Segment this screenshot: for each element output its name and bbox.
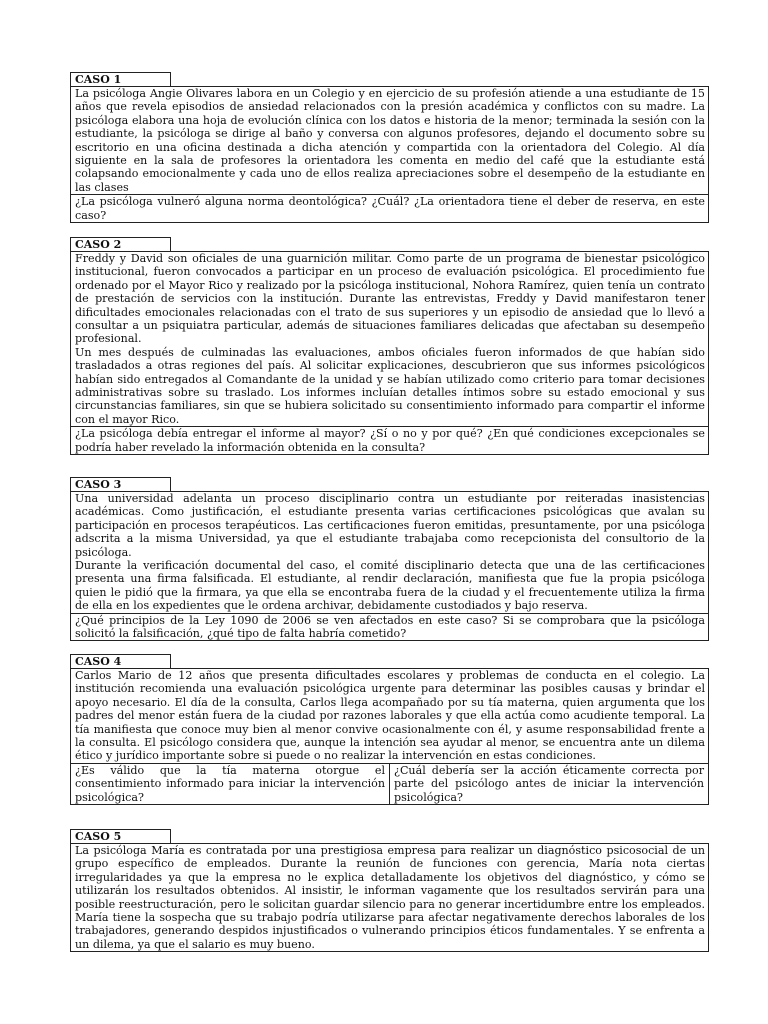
- case-2-box: [70, 251, 709, 455]
- case-3-body: Una universidad adelanta un proceso disciplinario contra un estudiante por reiteradas inasistencias académicas. Como justificación, el estudiante presenta varias certificaciones psicológicas que avalan su participación en procesos terapéuticos. Las certificaciones fueron emitidas, presuntamente, por una psicóloga adscrita a la misma Universidad, ya que el estudiante trabajaba como recepcionista del consultorio de la psicóloga. Durante la verificación documental del caso, el comité disciplinario detecta que una de las certificaciones presenta una firma falsificada. El estudiante, al rendir declaración, manifiesta que fue la propia psicóloga quien le pidió que la firmara, ya que ella se encontraba fuera de la ciudad y el frecuentemente utiliza la firma de ella en los expedientes que le ordena archivar, debidamente custodiados y bajo reserva.: [75, 492, 705, 613]
- case-4-question-left: ¿Es válido que la tía materna otorgue el consentimiento informado para iniciar la intervención psicológica?: [75, 763, 385, 804]
- case-1-box: [70, 86, 709, 223]
- case-5-box: [70, 843, 709, 952]
- case-3: [70, 477, 709, 641]
- case-4-box: [70, 668, 709, 805]
- case-2-question: ¿La psicóloga debía entregar el informe al mayor? ¿Sí o no y por qué? ¿En qué condiciones excepcionales se podría haber revelado la información obtenida en la consulta?: [71, 426, 708, 454]
- case-5-body: La psicóloga María es contratada por una prestigiosa empresa para realizar un diagnóstico psicosocial de un grupo específico de empleados. Durante la reunión de funciones con gerencia, María nota ciertas irregularidades ya que la empresa no le explica detalladamente los objetivos del diagnóstico, y cómo se utilizarán los resultados obtenidos. Al insistir, le informan vagamente que los resultados servirán para una posible reestructuración, pero le solicitan guardar silencio para no generar incertidumbre entre los empleados. María tiene la sospecha que su trabajo podría utilizarse para afectar negativamente derechos laborales de los trabajadores, generando despidos injustificados o vulnerando principios éticos fundamentales. Y se enfrenta a un dilema, ya que el salario es muy bueno.: [75, 844, 705, 951]
- case-1: [70, 72, 709, 223]
- case-2-body: Freddy y David son oficiales de una guarnición militar. Como parte de un programa de bienestar psicológico institucional, fueron convocados a participar en un proceso de evaluación psicológica. El procedimiento fue ordenado por el Mayor Rico y realizado por la psicóloga institucional, Nohora Ramírez, quien tenía un contrato de prestación de servicios con la institución. Durante las entrevistas, Freddy y David manifestaron tener dificultades emocionales relacionadas con el trato de sus superiores y un episodio de ansiedad que lo llevó a consultar a un psiquiatra particular, además de situaciones familiares delicadas que afectaban su desempeño profesional. Un mes después de culminadas las evaluaciones, ambos oficiales fueron informados de que habían sido trasladados a otras regiones del país. Al solicitar explicaciones, descubrieron que sus informes psicológicos habían sido entregados al Comandante de la unidad y se habían utilizado como criterio para tomar decisiones administrativas sobre su traslado. Los informes incluían detalles íntimos sobre su estado emocional y sus circunstancias familiares, sin que se hubiera solicitado su consentimiento informado para compartir el informe con el mayor Rico.: [75, 252, 705, 426]
- case-5: [70, 829, 709, 952]
- case-4-label: CASO 4: [70, 654, 171, 668]
- case-1-body: La psicóloga Angie Olivares labora en un Colegio y en ejercicio de su profesión atiende a una estudiante de 15 años que revela episodios de ansiedad relacionados con la presión académica y conflictos con su madre. La psicóloga elabora una hoja de evolución clínica con los datos e historia de la menor; terminada la sesión con la estudiante, la psicóloga se dirige al baño y conversa con algunos profesores, dejando el documento sobre su escritorio en una oficina destinada a dicha atención y compartida con la orientadora del Colegio. Al día siguiente en la sala de profesores la orientadora les comenta en medio del café que la estudiante está colapsando emocionalmente y cada uno de ellos realiza apreciaciones sobre el desempeño de la estudiante en las clases: [75, 87, 705, 194]
- case-5-label: CASO 5: [70, 829, 171, 843]
- case-2: [70, 237, 709, 455]
- case-3-question: ¿Qué principios de la Ley 1090 de 2006 se ven afectados en este caso? Si se comprobara que la psicóloga solicitó la falsificación, ¿qué tipo de falta habría cometido?: [71, 613, 708, 641]
- case-3-label: CASO 3: [70, 477, 171, 491]
- case-4-questions: [71, 763, 708, 804]
- case-1-label: CASO 1: [70, 72, 171, 86]
- case-1-question: ¿La psicóloga vulneró alguna norma deontológica? ¿Cuál? ¿La orientadora tiene el deber de reserva, en este caso?: [71, 194, 708, 222]
- case-4-body: Carlos Mario de 12 años que presenta dificultades escolares y problemas de conducta en el colegio. La institución recomienda una evaluación psicológica urgente para determinar las posibles causas y brindar el apoyo necesario. El día de la consulta, Carlos llega acompañado por su tía materna, quien argumenta que los padres del menor están fuera de la ciudad por razones laborales y que ella actúa como acudiente temporal. La tía manifiesta que conoce muy bien al menor convive ocasionalmente con él, y asume responsabilidad frente a la consulta. El psicólogo considera que, aunque la intención sea ayudar al menor, se encuentra ante un dilema ético y jurídico importante sobre si puede o no realizar la intervención en estas condiciones.: [75, 669, 705, 763]
- case-2-label: CASO 2: [70, 237, 171, 251]
- case-4-question-right: ¿Cuál debería ser la acción éticamente correcta por parte del psicólogo antes de iniciar la intervención psicológica?: [389, 764, 708, 804]
- case-4: [70, 654, 709, 805]
- case-3-box: [70, 491, 709, 641]
